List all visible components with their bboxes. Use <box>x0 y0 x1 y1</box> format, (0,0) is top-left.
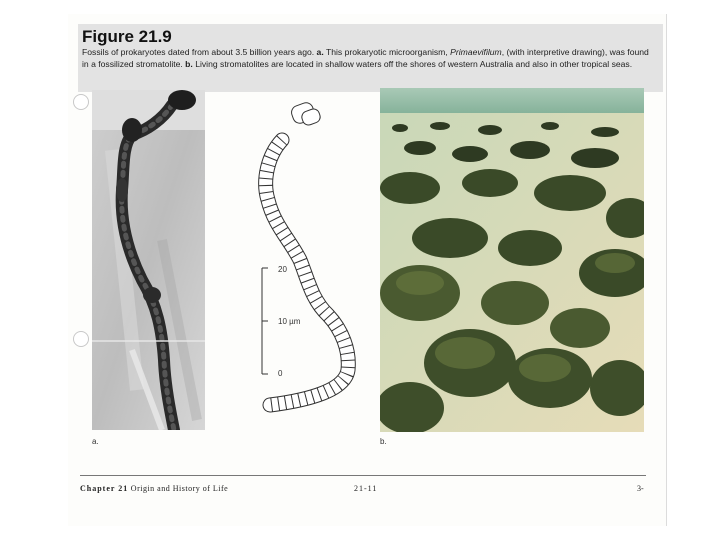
fossil-micrograph-image <box>92 90 205 430</box>
figure-caption <box>82 47 657 70</box>
footer-page-number: 21-11 <box>354 484 378 493</box>
footer-rule <box>80 475 646 476</box>
figure-title: Figure 21.9 <box>82 27 172 46</box>
filament-drawing <box>250 100 360 430</box>
binder-hole-bottom <box>73 331 89 347</box>
caption-text-3: , (with interpretive drawing), was found in a fossilized stromatolite. <box>82 47 649 69</box>
footer-chapter-number: Chapter 21 <box>80 484 129 493</box>
footer-chapter-title: Origin and History of Life <box>130 484 229 493</box>
fossil-micrograph <box>92 90 205 430</box>
caption-label-a: a. <box>316 47 324 57</box>
scale-label-10um: 10 µm <box>278 317 301 326</box>
interpretive-drawing <box>250 100 360 430</box>
caption-text-4: Living stromatolites are located in shallow waters off the shores of western Australia and also in other tropical seas. <box>192 58 633 69</box>
footer-corner-number: 3- <box>637 484 644 493</box>
binder-hole-top <box>73 94 89 110</box>
stromatolites-photo <box>380 88 644 432</box>
caption-text-2: This prokaryotic microorganism, <box>323 47 451 57</box>
scale-label-0: 0 <box>278 369 283 378</box>
panel-label-a: a. <box>92 437 99 446</box>
stromatolites-image <box>380 88 644 432</box>
caption-text-1: Fossils of prokaryotes dated from about 3.5 billion years ago. <box>82 47 317 57</box>
footer-chapter <box>80 484 228 493</box>
caption-label-b: b. <box>185 58 193 69</box>
panel-label-b: b. <box>380 437 387 446</box>
caption-species-name: Primaevifilum <box>450 47 502 57</box>
scale-label-20: 20 <box>278 265 287 274</box>
